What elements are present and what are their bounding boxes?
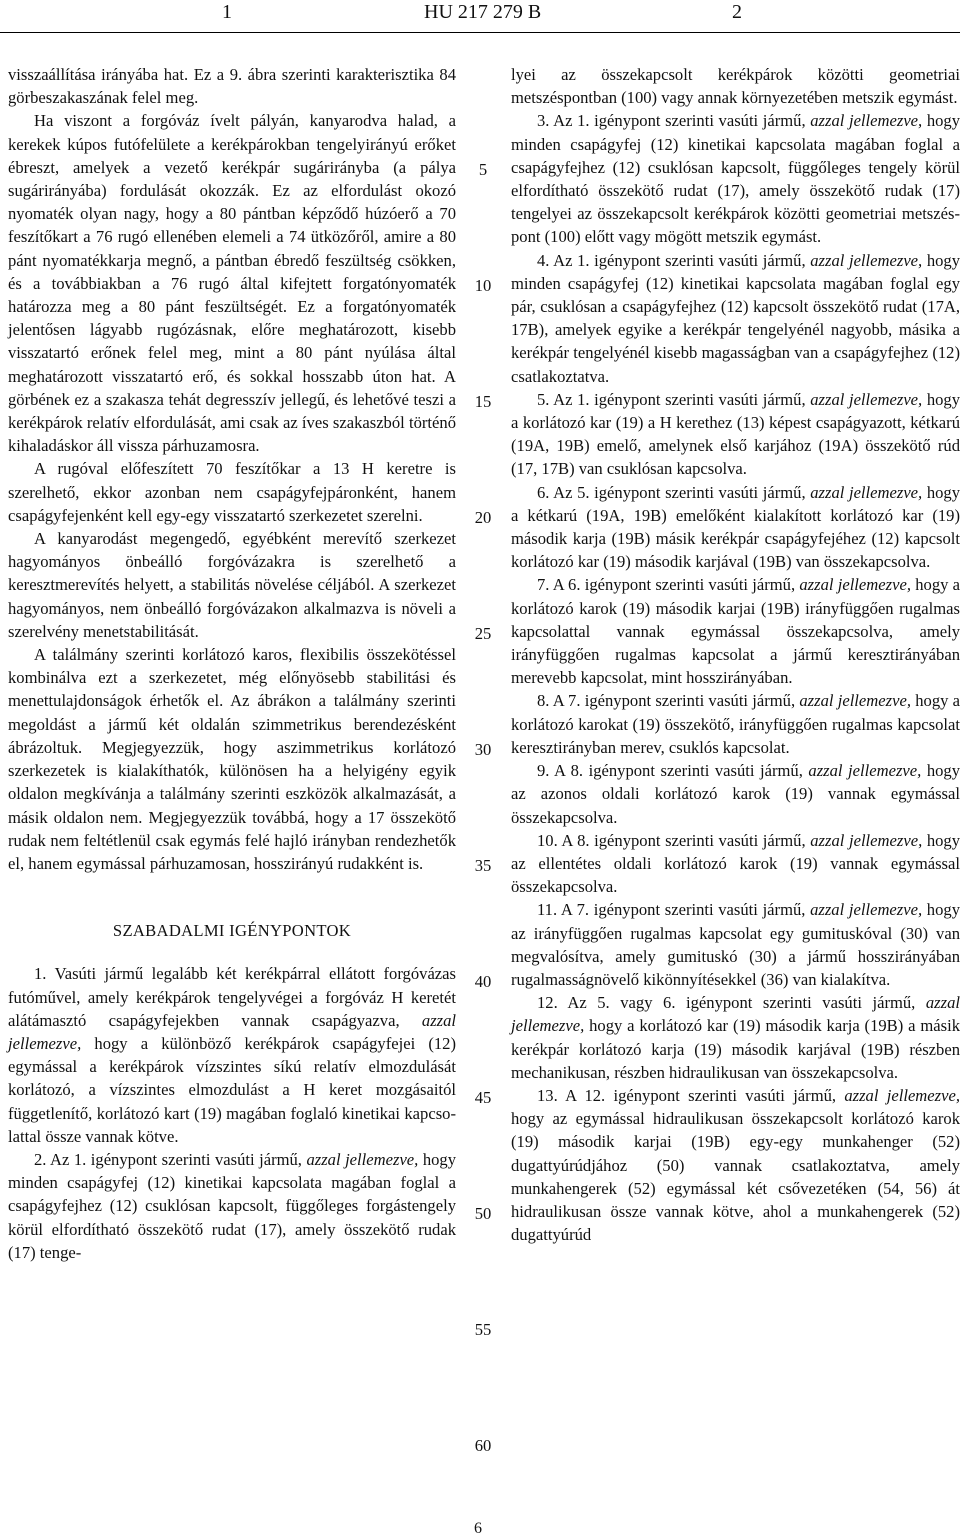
claim-7 <box>511 573 960 689</box>
claim-emphasis: azzal jellemezve, <box>799 575 911 595</box>
line-number: 50 <box>474 1204 492 1223</box>
line-number: 45 <box>474 1088 492 1107</box>
claim-text: 10. A 8. igénypont szerinti vasúti jármű, <box>537 830 806 850</box>
claim-10 <box>511 829 960 899</box>
page-footer-number: 6 <box>474 1520 482 1537</box>
claims-heading: SZABADALMI IGÉNYPONTOK <box>112 921 352 941</box>
line-number: 15 <box>474 392 492 411</box>
claim-text: hogy a korlátozó karokat (19) összekötő, irányfüggően rugalmas kapcsolat keresztirányban merev, csuklós kapcsolat. <box>511 691 960 757</box>
claim-text: 3. Az 1. igénypont szerinti vasúti jármű, <box>537 111 806 131</box>
claim-text: 7. A 6. igénypont szerinti vasúti jármű, <box>537 575 796 595</box>
claim-text: hogy az irányfüggően rugalmas kapcsolat egy gumituskóval (30) van megvalósítva, amely gumituskó (30) a jármű hosszirányában rugalmasságnövelő kikönnyítésekkel (36) van kialakítva. <box>511 900 960 989</box>
claim-emphasis: azzal jellemezve, <box>844 1085 960 1105</box>
claim-emphasis: azzal jellemezve, <box>810 389 923 409</box>
claim-text: hogy minden csapágyfej (12) kinetikai kapcsolata magában foglal a csapágyfejhez (12) csuklósan kapcsolt, függőleges tengely körül elfordítható összekötő rudat (17), amely összekötő rudak (17) tengelyei az összekapcsolt kerékpárok közötti geometriai metszéspont (100) előtt vagy mögött metszik egymást. <box>511 111 960 247</box>
claim-text: 1. Vasúti jármű legalább két kerékpárral ellátott forgóvázas futóművel, amely kerékpárok tengelyvégei a forgóváz H keretét alátámasztó csapágyfejekben vannak csapágyazva, <box>8 964 456 1030</box>
claim-emphasis: azzal jellemezve, <box>810 482 923 502</box>
line-number: 35 <box>474 856 492 875</box>
claim-text: 12. Az 5. vagy 6. igénypont szerinti vasúti jármű, <box>537 993 916 1013</box>
claim-text: hogy az egymással hidraulikusan összekapcsolt korlátozó karok (19) második karjai (19B) egy-egy munkahenger (52) dugattyúrúdjához (50) vannak csatlakoztatva, amely munkahengerek (52) egymással két csővezetéken (54, 56) át hidraulikusan össze vannak kötve, ahol a munkahengerek (52) dugattyúrúd <box>511 1109 960 1245</box>
left-paragraph: A találmány szerinti korlátozó karos, flexibilis összekötéssel kombinálva ezt a szerkezetet, még előnyösebb stabilitási és menettulajdonságok érhetők el. Az ábrákon a találmány szerinti megoldást a jármű két oldalán szimmetrikus berendezésként ábrázoltuk. Megjegyezzük, hogy aszimmetrikus korlátozó szerkezetek is kialakíthatók, különösen ha a helyigény egyik oldalon megkívánja a találmány szerinti eszközök alkalmazását, a másik oldalon nem. Megjegyezzük továbbá, hogy a 17 összekötő rudak nem feltétlenül csak egymás felé hajló irányban rendezhetők el, hanem egymással párhuzamosan, hosszirányú rudakként is. <box>8 645 456 873</box>
line-number: 20 <box>474 508 492 527</box>
claim-text: 13. A 12. igénypont szerinti vasúti jármű, <box>537 1085 837 1105</box>
patent-number: HU 217 279 B <box>424 1 542 23</box>
left-paragraph: Ha viszont a forgóváz ívelt pályán, kanyarodva halad, a kerekek kúpos futófelülete a kerékpárokban tengelyirányú erőket ébreszt, amelyek a vezető kerékpár sugárirányba (a pálya sugárirányába) fordulását okozzák. Ez az elfordulást okozó nyomaték olyan nagy, hogy a 80 pántban képződő húzóerő a 70 feszítőkart a 76 rugó ellenében elemeli a 74 ütközőről, amire a 80 pánt nyomatékkarja megnő, a pántban ébredő feszültség csökken, és a továbbiakban a 76 rugó által kifejtett forgatónyomaték határozza meg a 80 pánt feszültségét. Ez a forgatónyomaték jelentősen lágyabb rugózásnak, előre meghatározott, kisebb visszatartó erőnek felel meg, mint a 80 pánt nyúlása által meghatározott visszatartó erő, és sokkal hosszabb úton hat. A görbének ez a szakasza tehát degresszív jellegű, és lehetővé teszi a kerékpárok relatív elfordulását, ami csak az íves szakaszból történő kihaladáskor áll vissza párhuzamosra. <box>8 111 456 456</box>
claim-emphasis: azzal jellemezve, <box>808 761 922 781</box>
claim-text: hogy minden csapágyfej (12) kinetikai kapcsolata magában foglal a csapágyfejhez (12) csuklósan kapcsolt, függőleges forgástengely körül elfordítható összekötő rudat (17), amely összekötő rudak (17) tenge- <box>8 1149 457 1262</box>
claim-9 <box>511 759 960 829</box>
claim-text: hogy a kétkarú (19A, 19B) emelőként kialakított korlátozó kar (19) második karja (19B) másik kerékpár csapágyfejéhez (12) kapcsolt korlátozó kar (19) második karjával (19B) van összekapcsolva. <box>511 482 960 572</box>
line-numbers <box>468 0 498 1534</box>
page-number-left: 1 <box>222 1 232 23</box>
claim-text: 6. Az 5. igénypont szerinti vasúti jármű, <box>537 482 806 502</box>
claim-text: 8. A 7. igénypont szerinti vasúti jármű, <box>537 691 796 711</box>
claim-8 <box>511 689 960 759</box>
claim-text: hogy az ellentétes oldali korlátozó karok (19) vannak egymással összekapcsolva. <box>511 830 960 897</box>
claim-text: 5. Az 1. igénypont szerinti vasúti jármű, <box>537 389 806 409</box>
claim-text: 11. A 7. igénypont szerinti vasúti jármű, <box>537 900 806 920</box>
claim-text: 2. Az 1. igénypont szerinti vasúti jármű, <box>34 1149 302 1169</box>
claim-text: hogy minden csapágyfej (12) kinetikai kapcsolata magában foglal egy pár, csuklósan a csapágyfejhez (12) kapcsolt összekötő rudat (17A, 17B), amelyek egyike a kerékpár tengelyénél nagyobb, másika a kerékpár tengelyénél kisebb magasságban van a csapágyfejhez (12) csatlakoztatva. <box>511 250 960 386</box>
claim-text: hogy a korlátozó kar (19) második karja (19B) a másik kerékpár korlátozó karja (19) második karjával (19B) részben mechanikusan, részben hidraulikusan van összekapcsolva. <box>511 1016 960 1082</box>
claim-11 <box>511 898 960 991</box>
line-number: 40 <box>474 972 492 991</box>
claim-emphasis: azzal jellemezve, <box>8 1010 457 1053</box>
claim-text: hogy az azonos oldali korlátozó karok (19) vannak egymással összekapcsolva. <box>511 761 960 827</box>
claim-6 <box>511 481 960 574</box>
claim-12 <box>511 991 960 1084</box>
claim-5 <box>511 388 960 481</box>
claim-text: hogy a korlátozó kar (19) a H kerethez (13) képest csapágyazott, kétkarú (19A, 19B) emelő, amelynek első karjához (19A) összekötő rúd (17, 17B) van csuklósan kapcsolva. <box>511 389 960 479</box>
claim-emphasis: azzal jellemezve, <box>810 111 923 131</box>
claim-emphasis: azzal jellemezve, <box>799 691 911 711</box>
left-column <box>8 63 456 1264</box>
claim-1 <box>8 962 456 1148</box>
claim-2 <box>8 1148 456 1264</box>
left-paragraph: A kanyarodást megengedő, egyébként merevítő szerkezet hagyományos önbeálló forgóvázakra is szerelhető a keresztmerevítés helyett, a stabilitás növelése céljából. A szerkezet hagyományos, nem önbeálló forgóvázakon alkalmazva is növeli a szerelvény menetstabilitását. <box>8 529 456 641</box>
line-number: 60 <box>474 1436 492 1455</box>
claim-text: 4. Az 1. igénypont szerinti vasúti jármű, <box>537 250 806 270</box>
right-continuation: lyei az összekapcsolt kerékpárok közötti geometriai metszéspontban (100) vagy annak környezetében metszik egymást. <box>511 65 960 108</box>
line-number: 55 <box>474 1320 492 1339</box>
line-number: 25 <box>474 624 492 643</box>
line-number: 30 <box>474 740 492 759</box>
line-number: 5 <box>478 160 488 179</box>
claim-emphasis: azzal jellemezve, <box>810 900 923 920</box>
claim-emphasis: azzal jellemezve, <box>306 1149 419 1169</box>
claim-emphasis: azzal jellemezve, <box>511 993 960 1036</box>
line-number: 10 <box>474 276 492 295</box>
claim-3 <box>511 109 960 248</box>
page-number-right: 2 <box>732 1 742 23</box>
claim-emphasis: azzal jellemezve, <box>810 250 923 270</box>
left-paragraph: visszaállítása irányába hat. Ez a 9. ábra szerinti karakterisztika 84 görbeszakaszának felel meg. <box>8 65 456 108</box>
claim-text: hogy a korlátozó karok (19) második karjai (19B) irányfüggően rugalmas kapcsolattal vannak egymással összekapcsolva, amely irányfüggően rugalmas kapcsolat a jármű keresztirányában merevebb kapcsolat, mint hosszirányában. <box>511 575 960 688</box>
claim-text: hogy a különböző kerékpárok csapágyfejei (12) egymással a kerékpárok vízszintes síkú relatív elmozdulását korlátozó, a vízszintes elmozdulást a H keret mozgásaitól függetlenítő, korlátozó kart (19) magában foglaló kinetikai kapcsolattal össze vannak kötve. <box>8 1033 456 1146</box>
claim-13 <box>511 1084 960 1246</box>
right-column <box>511 63 960 1246</box>
claim-emphasis: azzal jellemezve, <box>810 830 923 850</box>
claim-4 <box>511 249 960 388</box>
claim-text: 9. A 8. igénypont szerinti vasúti jármű, <box>537 761 803 781</box>
left-paragraph: A rugóval előfeszített 70 feszítőkar a 13 H keretre is szerelhető, ekkor azonban nem csapágyfejpáronként, hanem csapágyfejenként kell egy-egy visszatartó szerkezetet szerelni. <box>8 459 456 525</box>
